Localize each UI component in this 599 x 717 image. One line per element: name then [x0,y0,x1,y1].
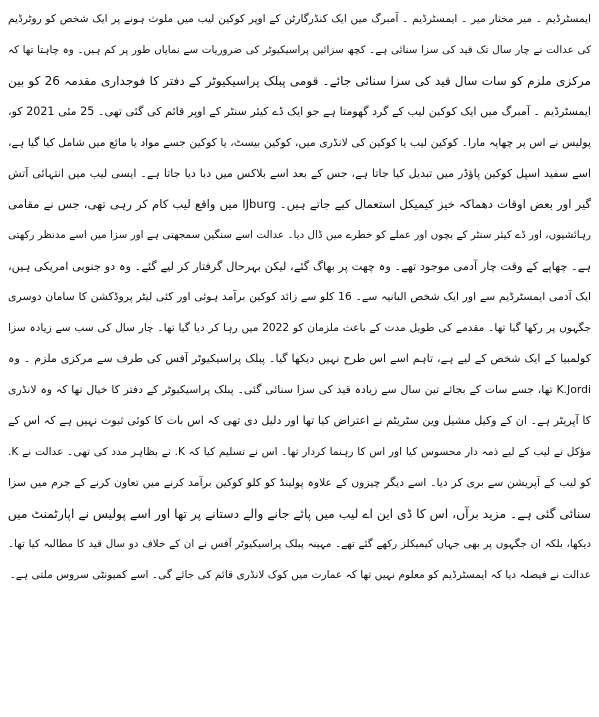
article-line-15: مؤکل نے لیب کے لیے ذمہ دار محسوس کیا اور اس کا رہنما کردار تھا۔ اس نے تسلیم کیا کہ K. نے بظاہر مدد کی تھی۔ عدالت نے K. [8,445,591,458]
article-line-5: پولیس نے اس پر چھاپہ مارا۔ کوکین لیب یا کوکین کی لانڈری میں، کوکین بیسٹ، یا کوکین جسے مواد یا مائع میں شامل کیا گیا ہے، [8,135,591,149]
article-line-10: ایک آدمی ایمسٹرڈیم سے اور ایک شخص البانیہ سے۔ 16 کلو سے زائد کوکین برآمد ہوئی اور کئی لیٹر پروڈکشن کا سامان دوسری [8,290,591,304]
article-line-18: دیکھا، بلکہ ان جگہوں پر بھی جہاں کیمیکلز رکھے گئے تھے۔ مہینہ پبلک پراسیکیوٹر آفس نے ان کے خلاف دو سال قید کا مطالبہ کیا تھا۔ [8,538,591,551]
article-line-11: جگہوں پر رکھا گیا تھا۔ مقدمے کی طویل مدت کے باعث ملزمان کو 2022 میں رہا کر دیا گیا تھا۔ چار سال کی سب سے زیادہ سزا [8,322,591,335]
article-line-19: عدالت نے فیصلہ دیا کہ ایمسٹرڈیم کو معلوم نہیں تھا کہ عمارت میں کوک لانڈری قائم کی جائے گی۔ اسے کمیونٹی سروس ملتی ہے۔ [9,569,591,582]
article-line-4: ایمسٹرڈیم ۔ آمبرگ میں ایک کوکین لیب کے گرد گھومتا ہے جو ایک ڈے کیئر سنٹر کے اوپر قائم کی گئی تھی۔ 25 مئی 2021 کو، [8,104,591,118]
article-line-12: کولمبیا کے ایک شخص کے لیے ہے، تاہم اسے اس طرح نہیں دیکھا گیا۔ پبلک پراسیکیوٹر آفس کی طرف سے مرکزی ملزم ۔ وہ [8,351,591,365]
article-line-17: سنائی گئی ہے۔ مزید برآں، اس کا ڈی این اے لیب میں پائے جانے والے دستانے پر تھا اور اسے پولیس نے اپارٹمنٹ میں [8,506,591,521]
article-line-6: اسے سفید اسپل کوکین پاؤڈر میں تبدیل کیا جاتا ہے، جس کے بعد اسے بلاکس میں دبا دیا جاتا ہے۔ ایسی لیب میں انتہائی آتش [8,166,591,180]
article-line-2: کی عدالت نے چار سال تک قید کی سزا سنائی ہے۔ کچھ سزائیں پراسیکیوٹر کی ضروریات سے نمایاں طور پر کم ہیں۔ وہ چاہتا تھا کہ [8,43,591,56]
article-line-1: ایمسٹرڈیم ۔ میر مختار میر ۔ ایمسٹرڈیم ۔ آمبرگ میں ایک کنڈرگارٹن کے اوپر کوکین لیب میں ملوث ہونے پر ایک شخص کو روٹرڈیم [8,13,591,25]
article-line-8: رہائشیوں، اور ڈے کیئر سنٹر کے بچوں اور عملے کو خطرے میں ڈال دیا۔ عدالت اسے سنگین سمجھتی ہے اور سزا میں اسے مدنظر رکھتی [8,229,591,242]
article-line-13: K.Jordi تھا، جسے سات کے بجائے تین سال سے زیادہ قید کی سزا سنائی گئی۔ پبلک پراسیکیوٹر کے دفتر کا خیال تھا کہ وہ لانڈری [8,382,591,396]
article-line-16: کو لیب کے آپریشن سے بری کر دیا۔ اسے دیگر چیزوں کے علاوہ پولینڈ کو کلو کوکین برآمد کرنے میں تعاون کرنے کے جرم میں سزا [8,475,591,489]
article-line-7: گیر اور بعض اوقات دھماکہ خیز کیمیکل استعمال کیے جاتے ہیں۔ IJburg میں واقع لیب کام کر رہی تھی، جس نے مقامی [8,197,591,212]
article-line-3: مرکزی ملزم کو سات سال قید کی سزا سنائی جائے۔ قومی پبلک پراسیکیوٹر کے دفتر کا فوجداری مقدمہ 26 کو بین [8,73,591,88]
article-line-9: ہے۔ چھاپے کے وقت چار آدمی موجود تھے۔ وہ چھت پر بھاگ گئے، لیکن بہرحال گرفتار کر لیے گئے۔ وہ دو جنوبی امریکی ہیں، [8,259,591,274]
article-line-14: کا آپریٹر ہے۔ ان کے وکیل مشیل وین سٹریٹم نے اعتراض کیا تھا اور دلیل دی تھی کہ اس بات کا کوئی ثبوت نہیں ہے کہ اس کے [8,413,591,427]
